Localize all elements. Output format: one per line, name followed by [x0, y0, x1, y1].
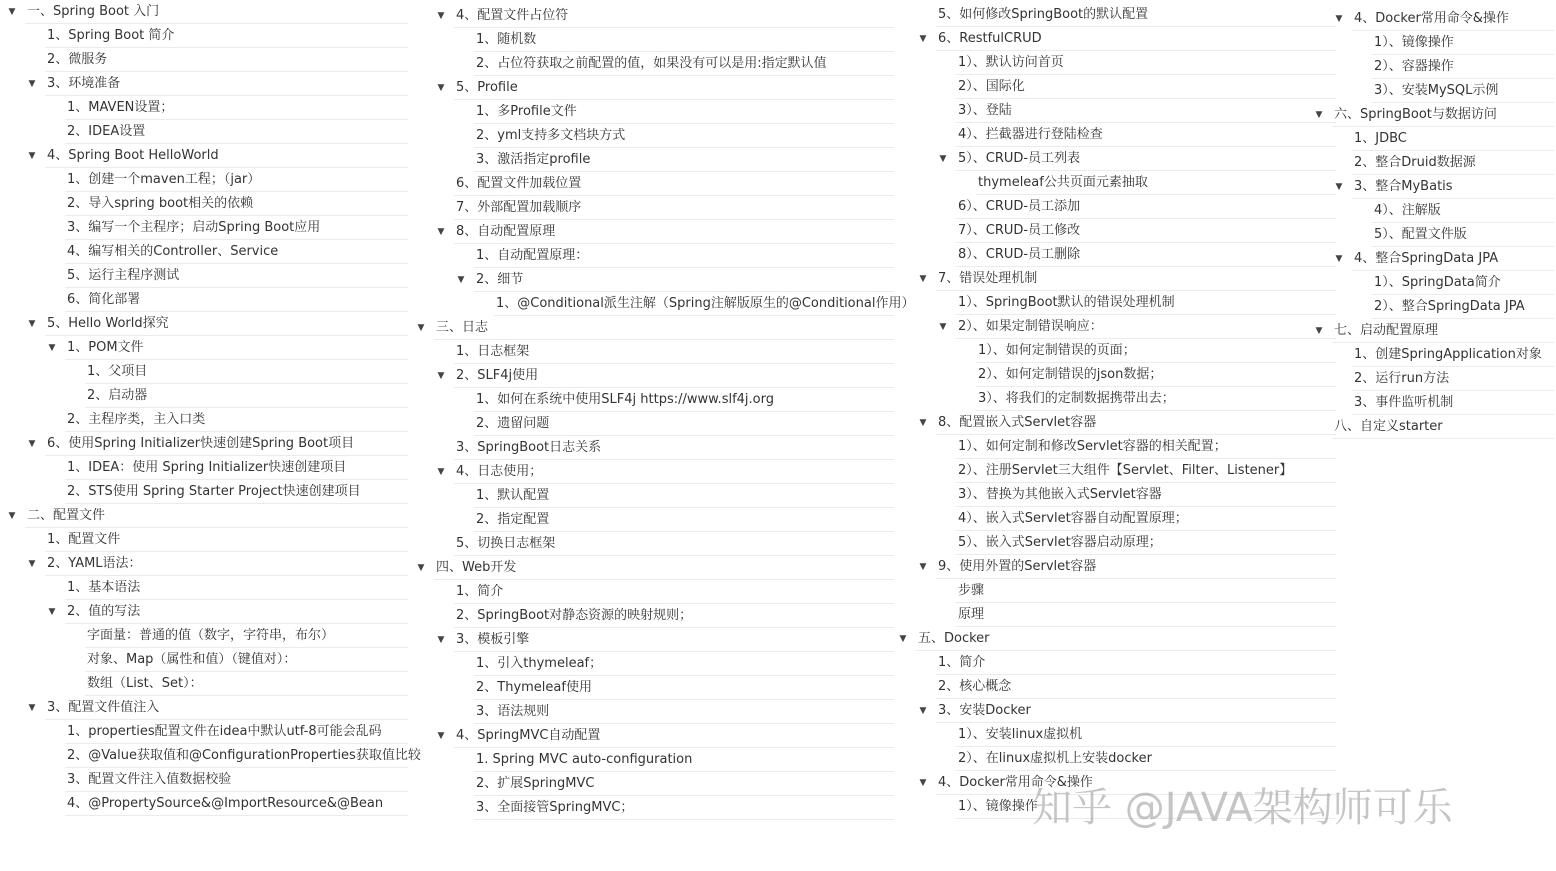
- expand-arrow-icon[interactable]: ▼: [417, 563, 425, 573]
- outline-item-label: 3、环境准备: [47, 76, 121, 91]
- outline-item-label: 1、IDEA：使用 Spring Initializer快速创建项目: [67, 460, 347, 475]
- expand-arrow-icon[interactable]: ▼: [437, 467, 445, 477]
- outline-item[interactable]: [898, 291, 1336, 315]
- outline-item[interactable]: [416, 28, 894, 52]
- outline-item-label: 5、运行主程序测试: [67, 268, 180, 283]
- outline-item[interactable]: [416, 748, 894, 772]
- outline-item-label: 1、如何在系统中使用SLF4j https://www.slf4j.org: [476, 392, 774, 407]
- outline-item[interactable]: [8, 456, 408, 480]
- outline-item-label: 6、配置文件加载位置: [456, 176, 582, 191]
- outline-item-label: 1）、如何定制和修改Servlet容器的相关配置；: [958, 439, 1227, 454]
- outline-item[interactable]: [1314, 391, 1554, 415]
- outline-item[interactable]: [416, 244, 894, 268]
- expand-arrow-icon[interactable]: ▼: [437, 83, 445, 93]
- outline-item-label: 1）、如何定制错误的页面；: [978, 343, 1136, 358]
- expand-arrow-icon[interactable]: ▼: [1315, 326, 1323, 336]
- expand-arrow-icon[interactable]: ▼: [1335, 14, 1343, 24]
- outline-item[interactable]: [898, 315, 1336, 339]
- outline-item[interactable]: [8, 240, 408, 264]
- outline-item-label: 6、RestfulCRUD: [938, 31, 1042, 46]
- outline-item[interactable]: [416, 364, 894, 388]
- outline-item[interactable]: [898, 267, 1336, 291]
- expand-arrow-icon[interactable]: ▼: [1335, 254, 1343, 264]
- outline-item[interactable]: [8, 576, 408, 600]
- row-divider: [474, 819, 894, 820]
- expand-arrow-icon[interactable]: ▼: [28, 79, 36, 89]
- outline-item-label: 1）、SpringData简介: [1374, 275, 1501, 290]
- outline-item-label: 2、微服务: [47, 52, 108, 67]
- outline-item[interactable]: [898, 75, 1336, 99]
- outline-item[interactable]: [8, 120, 408, 144]
- expand-arrow-icon[interactable]: ▼: [919, 34, 927, 44]
- outline-item-label: 3、配置文件值注入: [47, 700, 160, 715]
- outline-item-label: 3、全面接管SpringMVC；: [476, 800, 634, 815]
- outline-item-label: 六、SpringBoot与数据访问: [1334, 107, 1497, 122]
- outline-item[interactable]: [8, 72, 408, 96]
- outline-item[interactable]: [898, 507, 1336, 531]
- expand-arrow-icon[interactable]: ▼: [28, 559, 36, 569]
- outline-item[interactable]: [8, 408, 408, 432]
- outline-item[interactable]: [8, 168, 408, 192]
- outline-item-label: 数组（List、Set）：: [87, 676, 203, 691]
- expand-arrow-icon[interactable]: ▼: [8, 7, 16, 17]
- outline-item-label: 2、运行run方法: [1354, 371, 1450, 386]
- outline-item[interactable]: [416, 172, 894, 196]
- outline-item[interactable]: [8, 384, 408, 408]
- outline-item[interactable]: [8, 144, 408, 168]
- row-divider: [65, 815, 408, 816]
- outline-item-label: 5）、嵌入式Servlet容器启动原理；: [958, 535, 1162, 550]
- outline-item-label: 2、Thymeleaf使用: [476, 680, 592, 695]
- outline-item-label: 3）、将我们的定制数据携带出去；: [978, 391, 1175, 406]
- outline-item[interactable]: [8, 744, 421, 768]
- outline-item-label: 7、外部配置加载顺序: [456, 200, 582, 215]
- outline-item[interactable]: [8, 768, 408, 792]
- outline-item-label: 5、切换日志框架: [456, 536, 556, 551]
- outline-item[interactable]: [416, 580, 894, 604]
- outline-item[interactable]: [898, 627, 1336, 651]
- outline-item-label: 1、默认配置: [476, 488, 550, 503]
- outline-item[interactable]: [1314, 295, 1554, 319]
- outline-item[interactable]: [8, 48, 408, 72]
- outline-item[interactable]: [8, 312, 408, 336]
- outline-item-label: 3、配置文件注入值数据校验: [67, 772, 232, 787]
- outline-item[interactable]: [898, 387, 1336, 411]
- outline-item[interactable]: [416, 772, 894, 796]
- outline-item[interactable]: [898, 99, 1336, 123]
- outline-item-label: 4、Docker常用命令&操作: [938, 775, 1093, 790]
- outline-item-label: 4、整合SpringData JPA: [1354, 251, 1499, 266]
- outline-item-label: 1）、安装linux虚拟机: [958, 727, 1083, 742]
- outline-item-label: 2）、整合SpringData JPA: [1374, 299, 1525, 314]
- outline-item-label: 1、创建一个maven工程；（jar）: [67, 172, 261, 187]
- outline-item-label: 5、Profile: [456, 80, 518, 95]
- outline-item-label: 4、SpringMVC自动配置: [456, 728, 601, 743]
- outline-item[interactable]: [8, 288, 408, 312]
- outline-item[interactable]: [1314, 343, 1554, 367]
- outline-item-label: 3、SpringBoot日志关系: [456, 440, 602, 455]
- outline-item[interactable]: [8, 624, 408, 648]
- outline-item-label: 5、Hello World探究: [47, 316, 169, 331]
- outline-item[interactable]: [416, 460, 894, 484]
- outline-item-label: 1、@Conditional派生注解（Spring注解版原生的@Conditional作用）: [496, 296, 915, 311]
- outline-item-label: 字面量：普通的值（数字，字符串，布尔）: [87, 628, 335, 643]
- outline-item[interactable]: [416, 532, 894, 556]
- outline-item[interactable]: [8, 336, 408, 360]
- outline-item-label: 对象、Map（属性和值）（键值对）：: [87, 652, 297, 667]
- outline-item-label: 3、模板引擎: [456, 632, 530, 647]
- outline-item[interactable]: [416, 604, 894, 628]
- outline-item[interactable]: [8, 0, 408, 24]
- outline-item[interactable]: [8, 96, 408, 120]
- outline-item-label: 二、配置文件: [27, 508, 106, 523]
- outline-item[interactable]: [1314, 319, 1554, 343]
- outline-item[interactable]: [1314, 367, 1554, 391]
- outline-item[interactable]: [416, 316, 894, 340]
- outline-item[interactable]: [1314, 175, 1554, 199]
- outline-item-label: 2、IDEA设置: [67, 124, 146, 139]
- outline-item[interactable]: [8, 600, 408, 624]
- outline-item-label: 1、MAVEN设置；: [67, 100, 174, 115]
- outline-item[interactable]: [898, 363, 1336, 387]
- expand-arrow-icon[interactable]: ▼: [899, 634, 907, 644]
- outline-item[interactable]: [416, 484, 894, 508]
- outline-item[interactable]: [416, 628, 894, 652]
- outline-item-label: 4）、注解版: [1374, 203, 1441, 218]
- outline-item[interactable]: [8, 720, 408, 744]
- outline-column: [416, 4, 915, 820]
- expand-arrow-icon[interactable]: ▼: [28, 319, 36, 329]
- expand-arrow-icon[interactable]: ▼: [417, 323, 425, 333]
- outline-item[interactable]: [898, 483, 1336, 507]
- outline-item[interactable]: [1314, 103, 1554, 127]
- outline-item[interactable]: [8, 504, 408, 528]
- outline-item[interactable]: [8, 192, 408, 216]
- outline-item-label: 2）、国际化: [958, 79, 1025, 94]
- outline-item[interactable]: [1314, 223, 1554, 247]
- outline-item-label: 5、如何修改SpringBoot的默认配置: [938, 7, 1149, 22]
- outline-item-label: 7、错误处理机制: [938, 271, 1038, 286]
- outline-item[interactable]: [416, 412, 894, 436]
- outline-item-label: 5）、CRUD-员工列表: [958, 151, 1081, 166]
- outline-item[interactable]: [416, 4, 894, 28]
- outline-item-label: 1、配置文件: [47, 532, 121, 547]
- outline-item[interactable]: [416, 676, 894, 700]
- outline-item-label: 1、简介: [938, 655, 986, 670]
- outline-item-label: 2、@Value获取值和@ConfigurationProperties获取值比较: [67, 748, 421, 763]
- outline-item-label: 2）、在linux虚拟机上安装docker: [958, 751, 1152, 766]
- outline-item-label: 八、自定义starter: [1334, 419, 1443, 434]
- row-divider: [1332, 438, 1554, 439]
- outline-item[interactable]: [898, 51, 1336, 75]
- outline-item-label: 5）、配置文件版: [1374, 227, 1467, 242]
- expand-arrow-icon[interactable]: ▼: [437, 731, 445, 741]
- outline-item-label: 1）、镜像操作: [1374, 35, 1454, 50]
- outline-item-label: 3、整合MyBatis: [1354, 179, 1453, 194]
- outline-item-label: 6）、CRUD-员工添加: [958, 199, 1081, 214]
- outline-item-label: 8）、CRUD-员工删除: [958, 247, 1081, 262]
- outline-item[interactable]: [416, 124, 894, 148]
- outline-item[interactable]: [8, 672, 408, 696]
- outline-item[interactable]: [898, 675, 1336, 699]
- outline-item[interactable]: [898, 411, 1336, 435]
- outline-item-label: 1）、SpringBoot默认的错误处理机制: [958, 295, 1175, 310]
- outline-item-label: 4、编写相关的Controller、Service: [67, 244, 279, 259]
- outline-item[interactable]: [8, 360, 408, 384]
- outline-item-label: 3、编写一个主程序；启动Spring Boot应用: [67, 220, 321, 235]
- outline-item[interactable]: [8, 792, 408, 816]
- outline-item[interactable]: [8, 432, 408, 456]
- outline-item-label: 3、事件监听机制: [1354, 395, 1454, 410]
- outline-item-label: 1、Spring Boot 简介: [47, 28, 175, 43]
- outline-item[interactable]: [416, 652, 894, 676]
- outline-item[interactable]: [898, 27, 1336, 51]
- expand-arrow-icon[interactable]: ▼: [919, 706, 927, 716]
- outline-item-label: 2、核心概念: [938, 679, 1012, 694]
- outline-item[interactable]: [416, 796, 894, 820]
- outline-item[interactable]: [416, 340, 894, 364]
- outline-item[interactable]: [1314, 271, 1554, 295]
- outline-item[interactable]: [1314, 199, 1554, 223]
- outline-item[interactable]: [898, 147, 1336, 171]
- outline-item-label: 2）、如果定制错误响应：: [958, 319, 1103, 334]
- expand-arrow-icon[interactable]: ▼: [939, 322, 947, 332]
- outline-item-label: 步骤: [958, 583, 985, 598]
- outline-item[interactable]: [898, 123, 1336, 147]
- outline-item-label: 2、STS使用 Spring Starter Project快速创建项目: [67, 484, 361, 499]
- expand-arrow-icon[interactable]: ▼: [1315, 110, 1323, 120]
- outline-item[interactable]: [416, 148, 894, 172]
- outline-item-label: 1、随机数: [476, 32, 537, 47]
- outline-item-label: 2）、注册Servlet三大组件【Servlet、Filter、Listener】: [958, 463, 1293, 478]
- outline-item[interactable]: [416, 292, 915, 316]
- outline-item[interactable]: [898, 171, 1336, 195]
- outline-item-label: 1）、镜像操作: [958, 799, 1038, 814]
- outline-item[interactable]: [1314, 151, 1554, 175]
- outline-item-label: 3）、登陆: [958, 103, 1012, 118]
- outline-item-label: 2、主程序类，主入口类: [67, 412, 206, 427]
- outline-item[interactable]: [8, 696, 408, 720]
- outline-item-label: 7）、CRUD-员工修改: [958, 223, 1081, 238]
- outline-item[interactable]: [898, 243, 1336, 267]
- outline-item[interactable]: [8, 552, 408, 576]
- outline-item-label: 2、指定配置: [476, 512, 550, 527]
- outline-item-label: 3、安装Docker: [938, 703, 1031, 718]
- expand-arrow-icon[interactable]: ▼: [48, 343, 56, 353]
- outline-item-label: 2、值的写法: [67, 604, 141, 619]
- outline-item[interactable]: [416, 220, 894, 244]
- outline-item-label: thymeleaf公共页面元素抽取: [978, 175, 1148, 190]
- outline-item-label: 1、多Profile文件: [476, 104, 577, 119]
- outline-column: [898, 3, 1336, 819]
- expand-arrow-icon[interactable]: ▼: [1335, 182, 1343, 192]
- outline-item-label: 4）、拦截器进行登陆检查: [958, 127, 1103, 142]
- outline-item-label: 2、YAML语法：: [47, 556, 142, 571]
- outline-item-label: 1、自动配置原理：: [476, 248, 589, 263]
- outline-item-label: 1、基本语法: [67, 580, 141, 595]
- outline-item[interactable]: [1314, 7, 1554, 31]
- outline-item-label: 2、SLF4j使用: [456, 368, 539, 383]
- expand-arrow-icon[interactable]: ▼: [28, 439, 36, 449]
- expand-arrow-icon[interactable]: ▼: [919, 778, 927, 788]
- outline-item-label: 三、日志: [436, 320, 489, 335]
- outline-item[interactable]: [898, 555, 1336, 579]
- outline-item-label: 4、配置文件占位符: [456, 8, 569, 23]
- outline-item-label: 4）、嵌入式Servlet容器自动配置原理；: [958, 511, 1188, 526]
- outline-item[interactable]: [898, 459, 1336, 483]
- expand-arrow-icon[interactable]: ▼: [28, 703, 36, 713]
- outline-item-label: 4、Docker常用命令&操作: [1354, 11, 1509, 26]
- outline-item-label: 2、扩展SpringMVC: [476, 776, 595, 791]
- outline-item-label: 8、自动配置原理: [456, 224, 556, 239]
- outline-item-label: 4、@PropertySource&@ImportResource&@Bean: [67, 796, 384, 811]
- outline-item-label: 1、创建SpringApplication对象: [1354, 347, 1542, 362]
- outline-item[interactable]: [8, 648, 408, 672]
- outline-item-label: 1、父项目: [87, 364, 148, 379]
- expand-arrow-icon[interactable]: ▼: [8, 511, 16, 521]
- outline-item[interactable]: [1314, 127, 1554, 151]
- expand-arrow-icon[interactable]: ▼: [28, 151, 36, 161]
- expand-arrow-icon[interactable]: ▼: [919, 562, 927, 572]
- outline-item[interactable]: [1314, 55, 1554, 79]
- outline-item[interactable]: [416, 724, 894, 748]
- outline-item-label: 2）、容器操作: [1374, 59, 1454, 74]
- outline-item-label: 2、细节: [476, 272, 524, 287]
- expand-arrow-icon[interactable]: ▼: [437, 227, 445, 237]
- outline-item-label: 2、遗留问题: [476, 416, 550, 431]
- expand-arrow-icon[interactable]: ▼: [48, 607, 56, 617]
- watermark: 知乎 @JAVA架构师可乐: [1032, 785, 1453, 831]
- outline-item-label: 一、Spring Boot 入门: [27, 4, 160, 19]
- outline-item[interactable]: [416, 388, 894, 412]
- outline-item-label: 3）、安装MySQL示例: [1374, 83, 1499, 98]
- outline-item[interactable]: [1314, 31, 1554, 55]
- outline-item[interactable]: [8, 216, 408, 240]
- outline-item[interactable]: [898, 747, 1336, 771]
- outline-item[interactable]: [1314, 415, 1554, 439]
- outline-item[interactable]: [1314, 247, 1554, 271]
- outline-item-label: 3）、替换为其他嵌入式Servlet容器: [958, 487, 1162, 502]
- expand-arrow-icon[interactable]: ▼: [437, 635, 445, 645]
- outline-item-label: 七、启动配置原理: [1334, 323, 1439, 338]
- outline-item-label: 1、JDBC: [1354, 131, 1407, 146]
- outline-item[interactable]: [898, 531, 1336, 555]
- outline-item[interactable]: [8, 264, 408, 288]
- outline-item-label: 原理: [958, 607, 985, 622]
- outline-item-label: 1、日志框架: [456, 344, 530, 359]
- outline-column: [1314, 7, 1554, 439]
- outline-column: [8, 0, 421, 816]
- expand-arrow-icon[interactable]: ▼: [919, 418, 927, 428]
- outline-item[interactable]: [8, 24, 408, 48]
- outline-item-label: 2、整合Druid数据源: [1354, 155, 1476, 170]
- outline-item-label: 1、properties配置文件在idea中默认utf-8可能会乱码: [67, 724, 382, 739]
- outline-item-label: 五、Docker: [918, 631, 990, 646]
- expand-arrow-icon[interactable]: ▼: [457, 275, 465, 285]
- outline-item[interactable]: [416, 196, 894, 220]
- expand-arrow-icon[interactable]: ▼: [939, 154, 947, 164]
- outline-item[interactable]: [416, 100, 894, 124]
- outline-item-label: 3、激活指定profile: [476, 152, 591, 167]
- outline-item[interactable]: [898, 579, 1336, 603]
- outline-item-label: 6、简化部署: [67, 292, 141, 307]
- outline-item-label: 四、Web开发: [436, 560, 517, 575]
- outline-item-label: 6、使用Spring Initializer快速创建Spring Boot项目: [47, 436, 355, 451]
- outline-item[interactable]: [898, 219, 1336, 243]
- outline-item[interactable]: [416, 556, 894, 580]
- outline-item[interactable]: [898, 3, 1336, 27]
- outline-item-label: 2、yml支持多文档块方式: [476, 128, 626, 143]
- outline-item-label: 1、POM文件: [67, 340, 144, 355]
- expand-arrow-icon[interactable]: ▼: [437, 371, 445, 381]
- outline-item-label: 1）、默认访问首页: [958, 55, 1064, 70]
- outline-item-label: 2）、如何定制错误的json数据；: [978, 367, 1163, 382]
- outline-item[interactable]: [898, 651, 1336, 675]
- expand-arrow-icon[interactable]: ▼: [919, 274, 927, 284]
- outline-item[interactable]: [898, 339, 1336, 363]
- outline-item-label: 1、简介: [456, 584, 504, 599]
- outline-item-label: 9、使用外置的Servlet容器: [938, 559, 1097, 574]
- outline-item-label: 1、引入thymeleaf；: [476, 656, 603, 671]
- expand-arrow-icon[interactable]: ▼: [437, 11, 445, 21]
- outline-item[interactable]: [898, 699, 1336, 723]
- outline-item[interactable]: [416, 76, 894, 100]
- outline-item[interactable]: [8, 480, 408, 504]
- outline-item-label: 3、语法规则: [476, 704, 550, 719]
- outline-item[interactable]: [898, 435, 1336, 459]
- outline-item[interactable]: [898, 195, 1336, 219]
- outline-item[interactable]: [416, 52, 894, 76]
- outline-item-label: 2、启动器: [87, 388, 148, 403]
- outline-item-label: 2、占位符获取之前配置的值，如果没有可以是用:指定默认值: [476, 56, 827, 71]
- outline-item-label: 4、日志使用；: [456, 464, 543, 479]
- outline-item[interactable]: [416, 436, 894, 460]
- outline-item[interactable]: [898, 603, 1336, 627]
- outline-item[interactable]: [898, 723, 1336, 747]
- outline-item[interactable]: [416, 508, 894, 532]
- outline-item-label: 2、SpringBoot对静态资源的映射规则；: [456, 608, 693, 623]
- outline-item[interactable]: [416, 268, 894, 292]
- outline-item-label: 1. Spring MVC auto-configuration: [476, 752, 693, 767]
- outline-item-label: 2、导入spring boot相关的依赖: [67, 196, 254, 211]
- outline-item-label: 4、Spring Boot HelloWorld: [47, 148, 219, 163]
- outline-item-label: 8、配置嵌入式Servlet容器: [938, 415, 1097, 430]
- outline-item[interactable]: [8, 528, 408, 552]
- outline-item[interactable]: [1314, 79, 1554, 103]
- outline-item[interactable]: [416, 700, 894, 724]
